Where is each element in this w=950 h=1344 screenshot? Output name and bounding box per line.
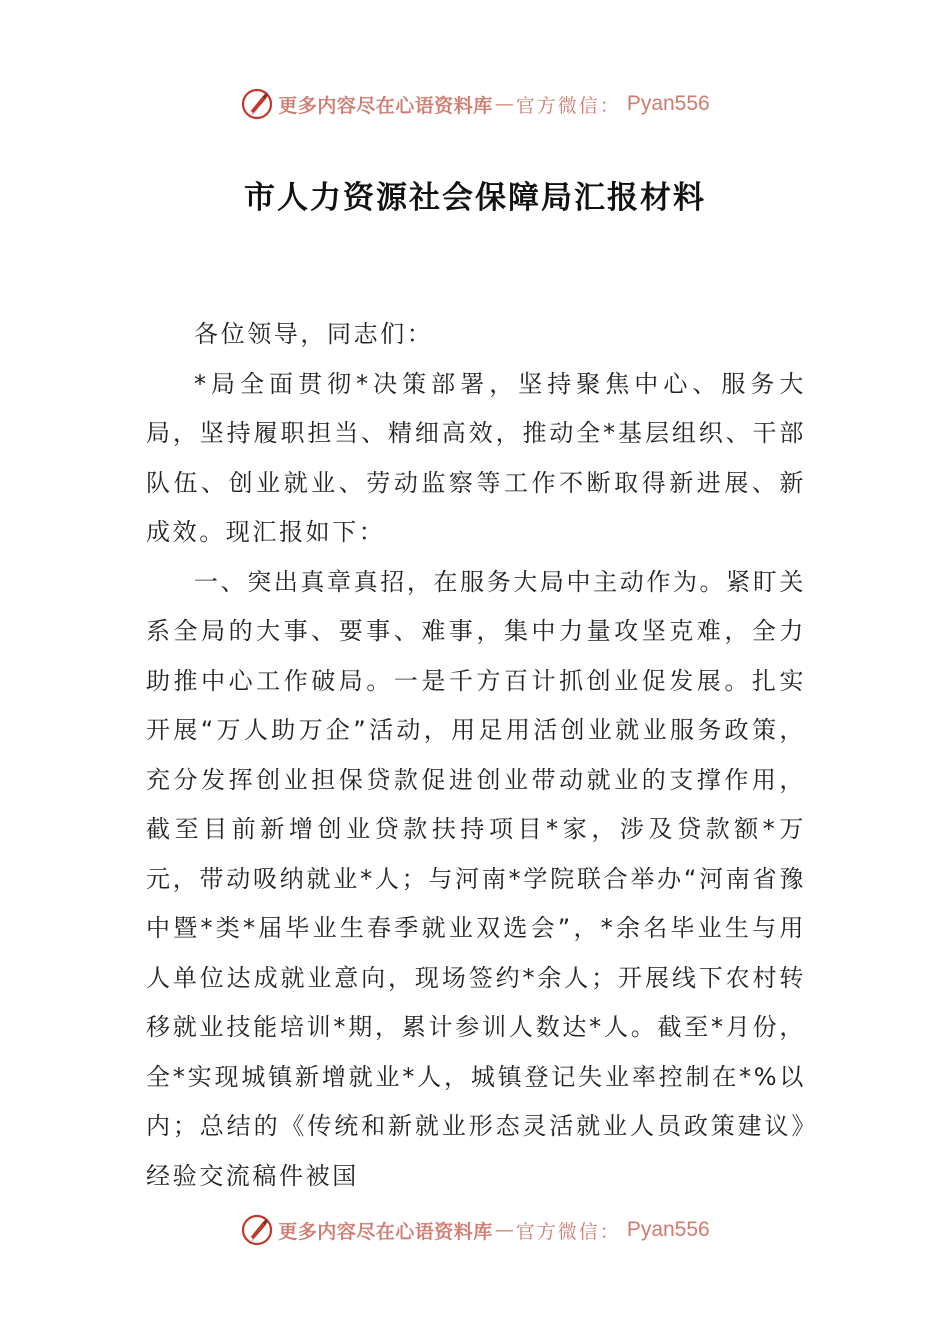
watermark-brand: 更多内容尽在心语资料库 <box>278 94 493 117</box>
watermark-separator: — <box>494 1219 514 1241</box>
document-body <box>146 310 806 1201</box>
greeting-paragraph: 各位领导，同志们： <box>194 320 434 348</box>
watermark-wechat-id: Pyan556 <box>626 92 710 115</box>
pen-nib-logo-icon <box>240 1213 274 1247</box>
watermark-wechat-id: Pyan556 <box>626 1218 710 1241</box>
pen-nib-logo-icon <box>240 87 274 121</box>
footer-watermark <box>0 1212 950 1248</box>
watermark-label: 官方微信： <box>515 94 621 117</box>
body-paragraph: 一、突出真章真招，在服务大局中主动作为。紧盯关系全局的大事、要事、难事，集中力量攻坚克难，全力助推中心工作破局。一是千方百计抓创业促发展。扎实开展“万人助万企”活动，用足用活创业就业服务政策，充分发挥创业担保贷款促进创业带动就业的支撑作用，截至目前新增创业贷款扶持项目*家，涉及贷款额*万元，带动吸纳就业*人；与河南*学院联合举办“河南省豫中暨*类*届毕业生春季就业双选会”，*余名毕业生与用人单位达成就业意向，现场签约*余人；开展线下农村转移就业技能培训*期，累计参训人数达*人。截至*月份，全*实现城镇新增就业*人，城镇登记失业率控制在*%以内；总结的《传统和新就业形态灵活就业人员政策建议》经验交流稿件被国 <box>146 567 806 1190</box>
watermark-brand: 更多内容尽在心语资料库 <box>278 1220 493 1243</box>
watermark-separator: — <box>494 93 514 115</box>
watermark-label: 官方微信： <box>515 1220 621 1243</box>
body-paragraph: *局全面贯彻*决策部署，坚持聚焦中心、服务大局，坚持履职担当、精细高效，推动全*基层组织、干部队伍、创业就业、劳动监察等工作不断取得新进展、新成效。现汇报如下： <box>146 369 806 546</box>
document-title: 市人力资源社会保障局汇报材料 <box>244 180 706 216</box>
header-watermark <box>0 86 950 122</box>
